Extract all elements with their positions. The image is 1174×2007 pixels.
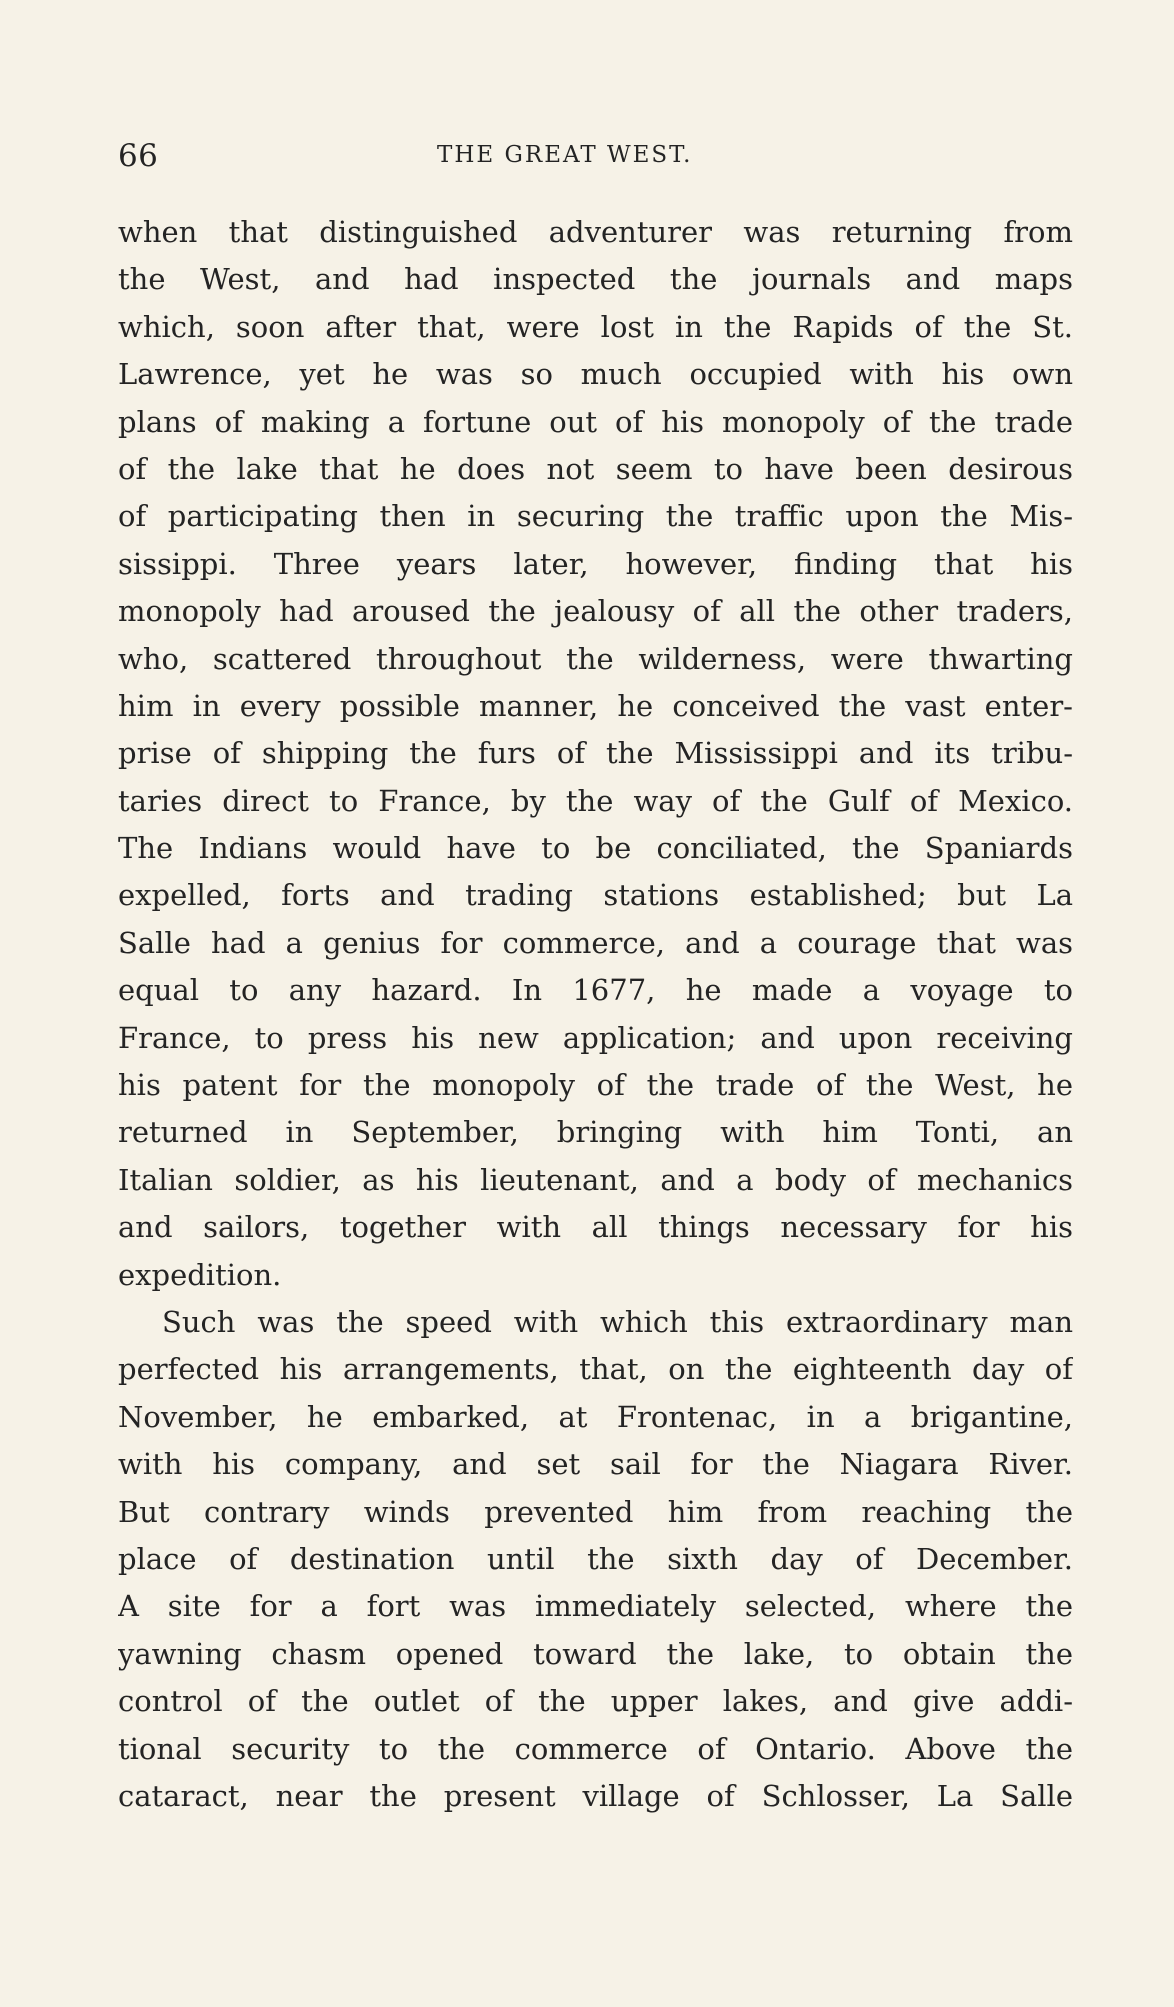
text-line: perfected his arrangements, that, on the eighteenth day of	[118, 1352, 1073, 1387]
text-line: Lawrence, yet he was so much occupied with his own	[118, 357, 1073, 392]
text-line: Salle had a genius for commerce, and a courage that was	[118, 925, 1073, 960]
text-line: of the lake that he does not seem to have been desirous	[118, 451, 1073, 486]
text-line: equal to any hazard. In 1677, he made a voyage to	[118, 973, 1073, 1008]
text-line: control of the outlet of the upper lakes, and give addi-	[118, 1684, 1073, 1719]
text-line: returned in September, bringing with him Tonti, an	[118, 1115, 1073, 1150]
text-line: expelled, forts and trading stations established; but La	[118, 878, 1073, 913]
text-line: prise of shipping the furs of the Mississippi and its tribu-	[118, 736, 1073, 771]
text-line: who, scattered throughout the wilderness, were thwarting	[118, 641, 1073, 676]
text-line: A site for a fort was immediately selected, where the	[118, 1589, 1073, 1624]
text-line: cataract, near the present village of Schlosser, La Salle	[118, 1778, 1073, 1813]
text-line: November, he embarked, at Frontenac, in a brigantine,	[118, 1399, 1073, 1434]
text-line: plans of making a fortune out of his monopoly of the trade	[118, 404, 1073, 439]
text-line: his patent for the monopoly of the trade of the West, he	[118, 1068, 1073, 1103]
text-line: with his company, and set sail for the Niagara River.	[118, 1447, 1073, 1482]
text-line: of participating then in securing the traffic upon the Mis-	[118, 499, 1073, 534]
page-number: 66	[118, 138, 159, 174]
running-title: THE GREAT WEST.	[437, 142, 693, 168]
text-line: place of destination until the sixth day of December.	[118, 1541, 1073, 1576]
text-line: yawning chasm opened toward the lake, to obtain the	[118, 1636, 1073, 1671]
page-header	[118, 138, 1073, 182]
text-line: Italian soldier, as his lieutenant, and a body of mechanics	[118, 1162, 1073, 1197]
text-line: The Indians would have to be conciliated, the Spaniards	[118, 831, 1073, 866]
body-text	[118, 209, 1073, 1820]
text-line: sissippi. Three years later, however, finding that his	[118, 546, 1073, 581]
text-line: him in every possible manner, he conceived the vast enter-	[118, 688, 1073, 723]
text-line: France, to press his new application; and upon receiving	[118, 1020, 1073, 1055]
text-line: monopoly had aroused the jealousy of all the other traders,	[118, 594, 1073, 629]
text-line: the West, and had inspected the journals and maps	[118, 262, 1073, 297]
text-line: tional security to the commerce of Ontario. Above the	[118, 1731, 1073, 1766]
paragraph-start-line: Such was the speed with which this extraordinary man	[162, 1304, 1073, 1339]
text-line: which, soon after that, were lost in the Rapids of the St.	[118, 309, 1073, 344]
text-line: and sailors, together with all things necessary for his	[118, 1210, 1073, 1245]
text-line: when that distinguished adventurer was returning from	[118, 215, 1073, 249]
text-line: But contrary winds prevented him from reaching the	[118, 1494, 1073, 1529]
text-line: expedition.	[118, 1257, 282, 1292]
text-line: taries direct to France, by the way of the Gulf of Mexico.	[118, 783, 1073, 818]
